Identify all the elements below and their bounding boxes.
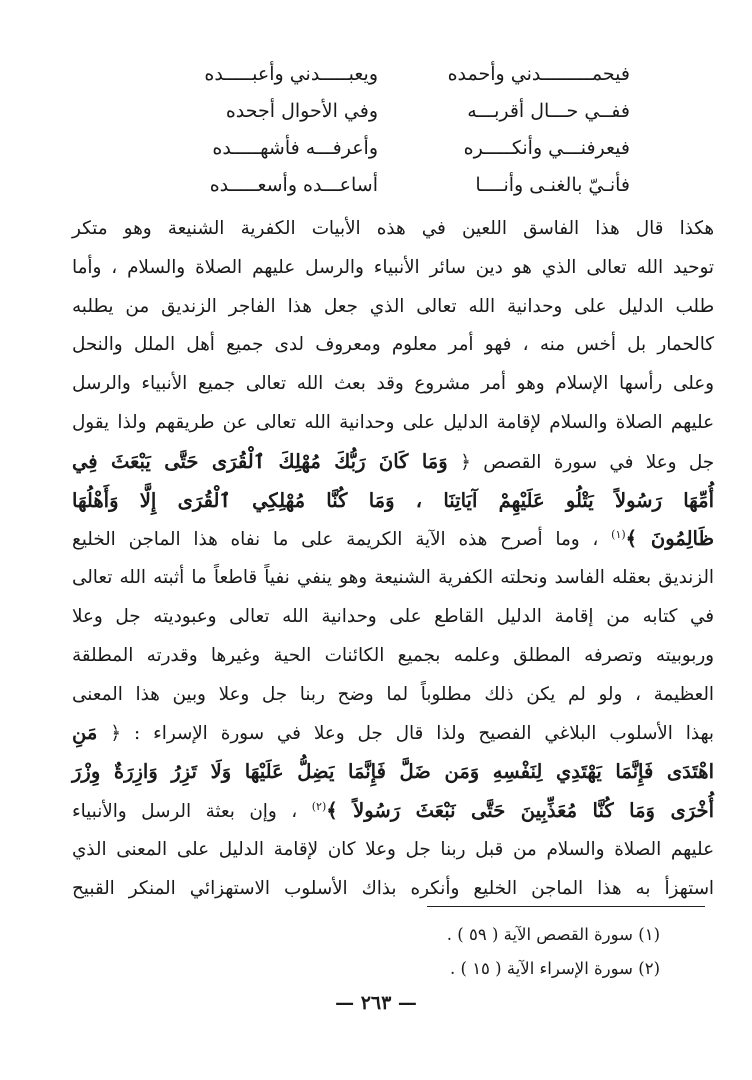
text-segment: جل وعلا في سورة القصص ﴿ bbox=[447, 451, 714, 473]
text-line bbox=[72, 753, 714, 792]
verse-first-hemistich: فيحمـــــــــدني وأحمده bbox=[447, 62, 630, 85]
poem-verses bbox=[170, 55, 630, 203]
footnote-ref: (١) bbox=[611, 528, 626, 542]
verse-second-hemistich: أساعـــده وأسعـــــده bbox=[209, 173, 378, 196]
footnote: (١) سورة القصص الآية ( ٥٩ ) . bbox=[446, 925, 660, 944]
quran-verse: أُمِّهَا رَسُولاً يَتْلُو عَلَيْهِمْ آيَاتِنَا ، وَمَا كُنَّا مُهْلِكِي ٱلْقُرَى إِلَّا وَأَهْلُهَا bbox=[72, 488, 714, 512]
text-line bbox=[72, 520, 714, 559]
text-line: عليهم الصلاة والسلام من قبل ربنا جل وعلا كان لإقامة الدليل على المعنى الذي bbox=[72, 838, 714, 860]
footnotes bbox=[447, 918, 660, 986]
text-line bbox=[72, 792, 714, 831]
text-line bbox=[72, 714, 714, 753]
verse-second-hemistich: وفي الأحوال أجحده bbox=[225, 99, 378, 122]
quran-verse: وَمَا كَانَ رَبُّكَ مُهْلِكَ ٱلْقُرَى حَتَّى يَبْعَثَ فِي bbox=[72, 449, 448, 473]
text-line: استهزأ به هذا الماجن الخليع وأنكره بذاك الأسلوب الاستهزائي المنكر القبيح bbox=[72, 877, 714, 899]
text-line: توحيد الله تعالى الذي هو دين سائر الأنبياء والرسل عليهم الصلاة والسلام ، وأما bbox=[72, 256, 714, 278]
text-line: الزنديق بعقله الفاسد ونحلته الكفرية الشنيعة وهو ينفي نفياً قاطعاً ما أثبته الله تعالى bbox=[72, 567, 714, 589]
text-segment: بهذا الأسلوب البلاغي الفصيح ولذا قال جل وعلا في سورة الإسراء : ﴿ bbox=[97, 723, 714, 745]
text-segment: ، وإن بعثة الرسل والأنبياء bbox=[72, 800, 312, 822]
text-line: العظيمة ، ولو لم يكن ذلك مطلوباً لما وضح ربنا جل وعلا وبين هذا المعنى bbox=[72, 683, 714, 705]
quran-verse: اهْتَدَى فَإِنَّمَا يَهْتَدِي لِنَفْسِهِ وَمَن ضَلَّ فَإِنَّمَا يَضِلُّ عَلَيْهَا وَلَا تَزِرُ وَازِرَةٌ وِزْرَ bbox=[72, 760, 714, 784]
verse-first-hemistich: فيعرفنـــي وأنكـــــره bbox=[463, 136, 630, 159]
text-line: هكذا قال هذا الفاسق اللعين في هذه الأبيات الكفرية الشنيعة وهو متكر bbox=[72, 218, 714, 239]
text-line bbox=[72, 443, 714, 482]
text-line: عليهم الصلاة والسلام لإقامة الدليل على وحدانية الله تعالى عن طريقهم ولذا يقول bbox=[72, 411, 714, 433]
text-line: في كتابه من إقامة الدليل القاطع على وحدانية الله تعالى وعبوديته جل وعلا bbox=[72, 605, 714, 627]
verse-line bbox=[170, 166, 630, 203]
body-text bbox=[72, 210, 714, 908]
footnote-ref: (٢) bbox=[311, 799, 327, 813]
text-line bbox=[72, 482, 714, 521]
footnote-divider bbox=[427, 906, 705, 907]
verse-line bbox=[170, 129, 630, 166]
verse-line bbox=[170, 92, 630, 129]
quran-verse: مَنِ bbox=[72, 721, 98, 745]
text-line: طلب الدليل على وحدانية الله تعالى الذي جعل هذا الفاجر الزنديق من يطلبه bbox=[72, 295, 714, 317]
text-line: كالحمار بل أخس منه ، فهو أمر معلوم ومعروف لدى جميع أهل الملل والنحل bbox=[72, 334, 714, 356]
verse-second-hemistich: وأعرفـــه فأشهـــــده bbox=[212, 136, 378, 159]
verse-line bbox=[170, 55, 630, 92]
page-number: — ٢٦٣ — bbox=[335, 992, 417, 1014]
quran-verse: ظَالِمُونَ ﴾ bbox=[625, 527, 714, 551]
verse-first-hemistich: فأنـيّ بالغنـى وأنــــا bbox=[475, 173, 630, 196]
text-line: وربوبيته وتصرفه المطلق وعلمه بجميع الكائنات الحية وغيرها وقدرته المطلقة bbox=[72, 644, 714, 666]
text-segment: ، وما أصرح هذه الآية الكريمة على ما نفاه هذا الماجن الخليع bbox=[72, 529, 612, 551]
footnote: (٢) سورة الإسراء الآية ( ١٥ ) . bbox=[450, 959, 660, 978]
quran-verse: أُخْرَى وَمَا كُنَّا مُعَذِّبِينَ حَتَّى نَبْعَثَ رَسُولاً ﴾ bbox=[326, 798, 714, 822]
verse-second-hemistich: ويعبـــــدني وأعبـــــده bbox=[204, 62, 378, 85]
verse-first-hemistich: ففــي حـــال أقربـــه bbox=[467, 99, 630, 122]
text-line: وعلى رأسها الإسلام وهو أمر مشروع وقد بعث الله تعالى جميع الأنبياء والرسل bbox=[72, 373, 714, 395]
